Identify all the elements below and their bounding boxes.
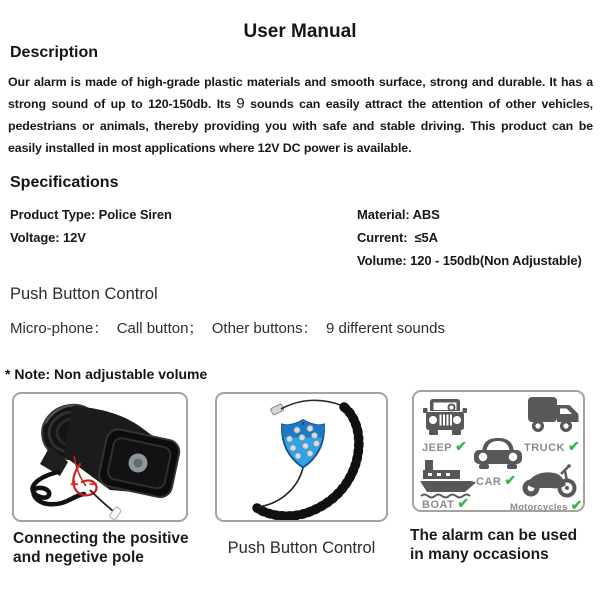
page-title: User Manual: [243, 21, 357, 42]
description-paragraph: [8, 71, 593, 159]
label-jeep: JEEP ✔: [422, 438, 467, 454]
specifications-heading: Specifications: [10, 174, 119, 191]
label-car: CAR ✔: [476, 472, 517, 488]
check-icon: ✔: [455, 438, 467, 454]
label-boat: BOAT ✔: [422, 495, 470, 511]
push-button-control-heading: Push Button Control: [10, 285, 158, 303]
shield-top-dot: [302, 422, 305, 425]
description-text-part1: Our alarm is made of high-grade plastic materials and smooth surface, strong and durable. It has a strong sound of up to 120-150db. Its: [8, 75, 593, 111]
caption-occasions-line2: in many occasions: [410, 546, 549, 563]
push-button-mic-icon: [217, 394, 386, 520]
caption-push-button-control: Push Button Control: [227, 539, 376, 557]
note-non-adjustable-volume: * Note: Non adjustable volume: [5, 366, 208, 382]
specifications-right-column: [357, 203, 582, 272]
motorcycle-icon: [518, 462, 580, 498]
spec-current: Current: ≤5A: [357, 230, 438, 245]
description-sounds-count: 9: [236, 95, 245, 112]
figure-push-button-control: [215, 392, 388, 522]
specifications-left-column: [10, 203, 172, 249]
figure-occasions: [412, 390, 585, 512]
spec-material: Material: ABS: [357, 207, 440, 222]
mic-connector: [270, 404, 284, 415]
spec-volume: Volume: 120 - 150db(Non Adjustable): [357, 253, 582, 268]
caption-occasions-line1: The alarm can be used: [410, 527, 578, 544]
check-icon: ✔: [504, 472, 517, 488]
mic-lower-wire: [258, 468, 303, 507]
caption-occasions: [410, 526, 577, 564]
push-button-control-detail: Micro-phone： Call button； Other buttons： 9 different sounds: [10, 320, 445, 337]
check-icon: ✔: [570, 497, 583, 513]
label-truck: TRUCK ✔: [524, 438, 580, 454]
caption-siren-line1: Connecting the positive: [13, 530, 189, 547]
car-icon: [472, 434, 524, 472]
siren-driver-center: [134, 459, 143, 468]
description-heading: Description: [10, 44, 99, 61]
caption-siren-line2: and negetive pole: [13, 549, 144, 566]
figure-siren-wiring: [12, 392, 188, 522]
truck-icon: [526, 395, 580, 437]
label-motorcycles: Motorcycles ✔: [510, 497, 583, 513]
thin-wire: [90, 490, 113, 511]
spec-voltage: Voltage: 12V: [10, 230, 86, 245]
spec-product-type: Product Type: Police Siren: [10, 207, 172, 222]
caption-siren: [13, 529, 189, 567]
check-icon: ✔: [568, 438, 580, 454]
boat-icon: [419, 458, 477, 500]
check-icon: ✔: [457, 495, 470, 511]
description-text-part2: sounds can easily attract the attention of other vehicles, pedestrians or animals, thereby providing you with safe and stable driving. This product can be easily installed in most applications where 12V DC power is available.: [8, 97, 593, 155]
polarity-plus-minus: + −: [70, 476, 101, 493]
siren-speaker-icon: [14, 394, 186, 520]
jeep-icon: [422, 396, 468, 436]
mic-thin-wire: [281, 400, 343, 409]
